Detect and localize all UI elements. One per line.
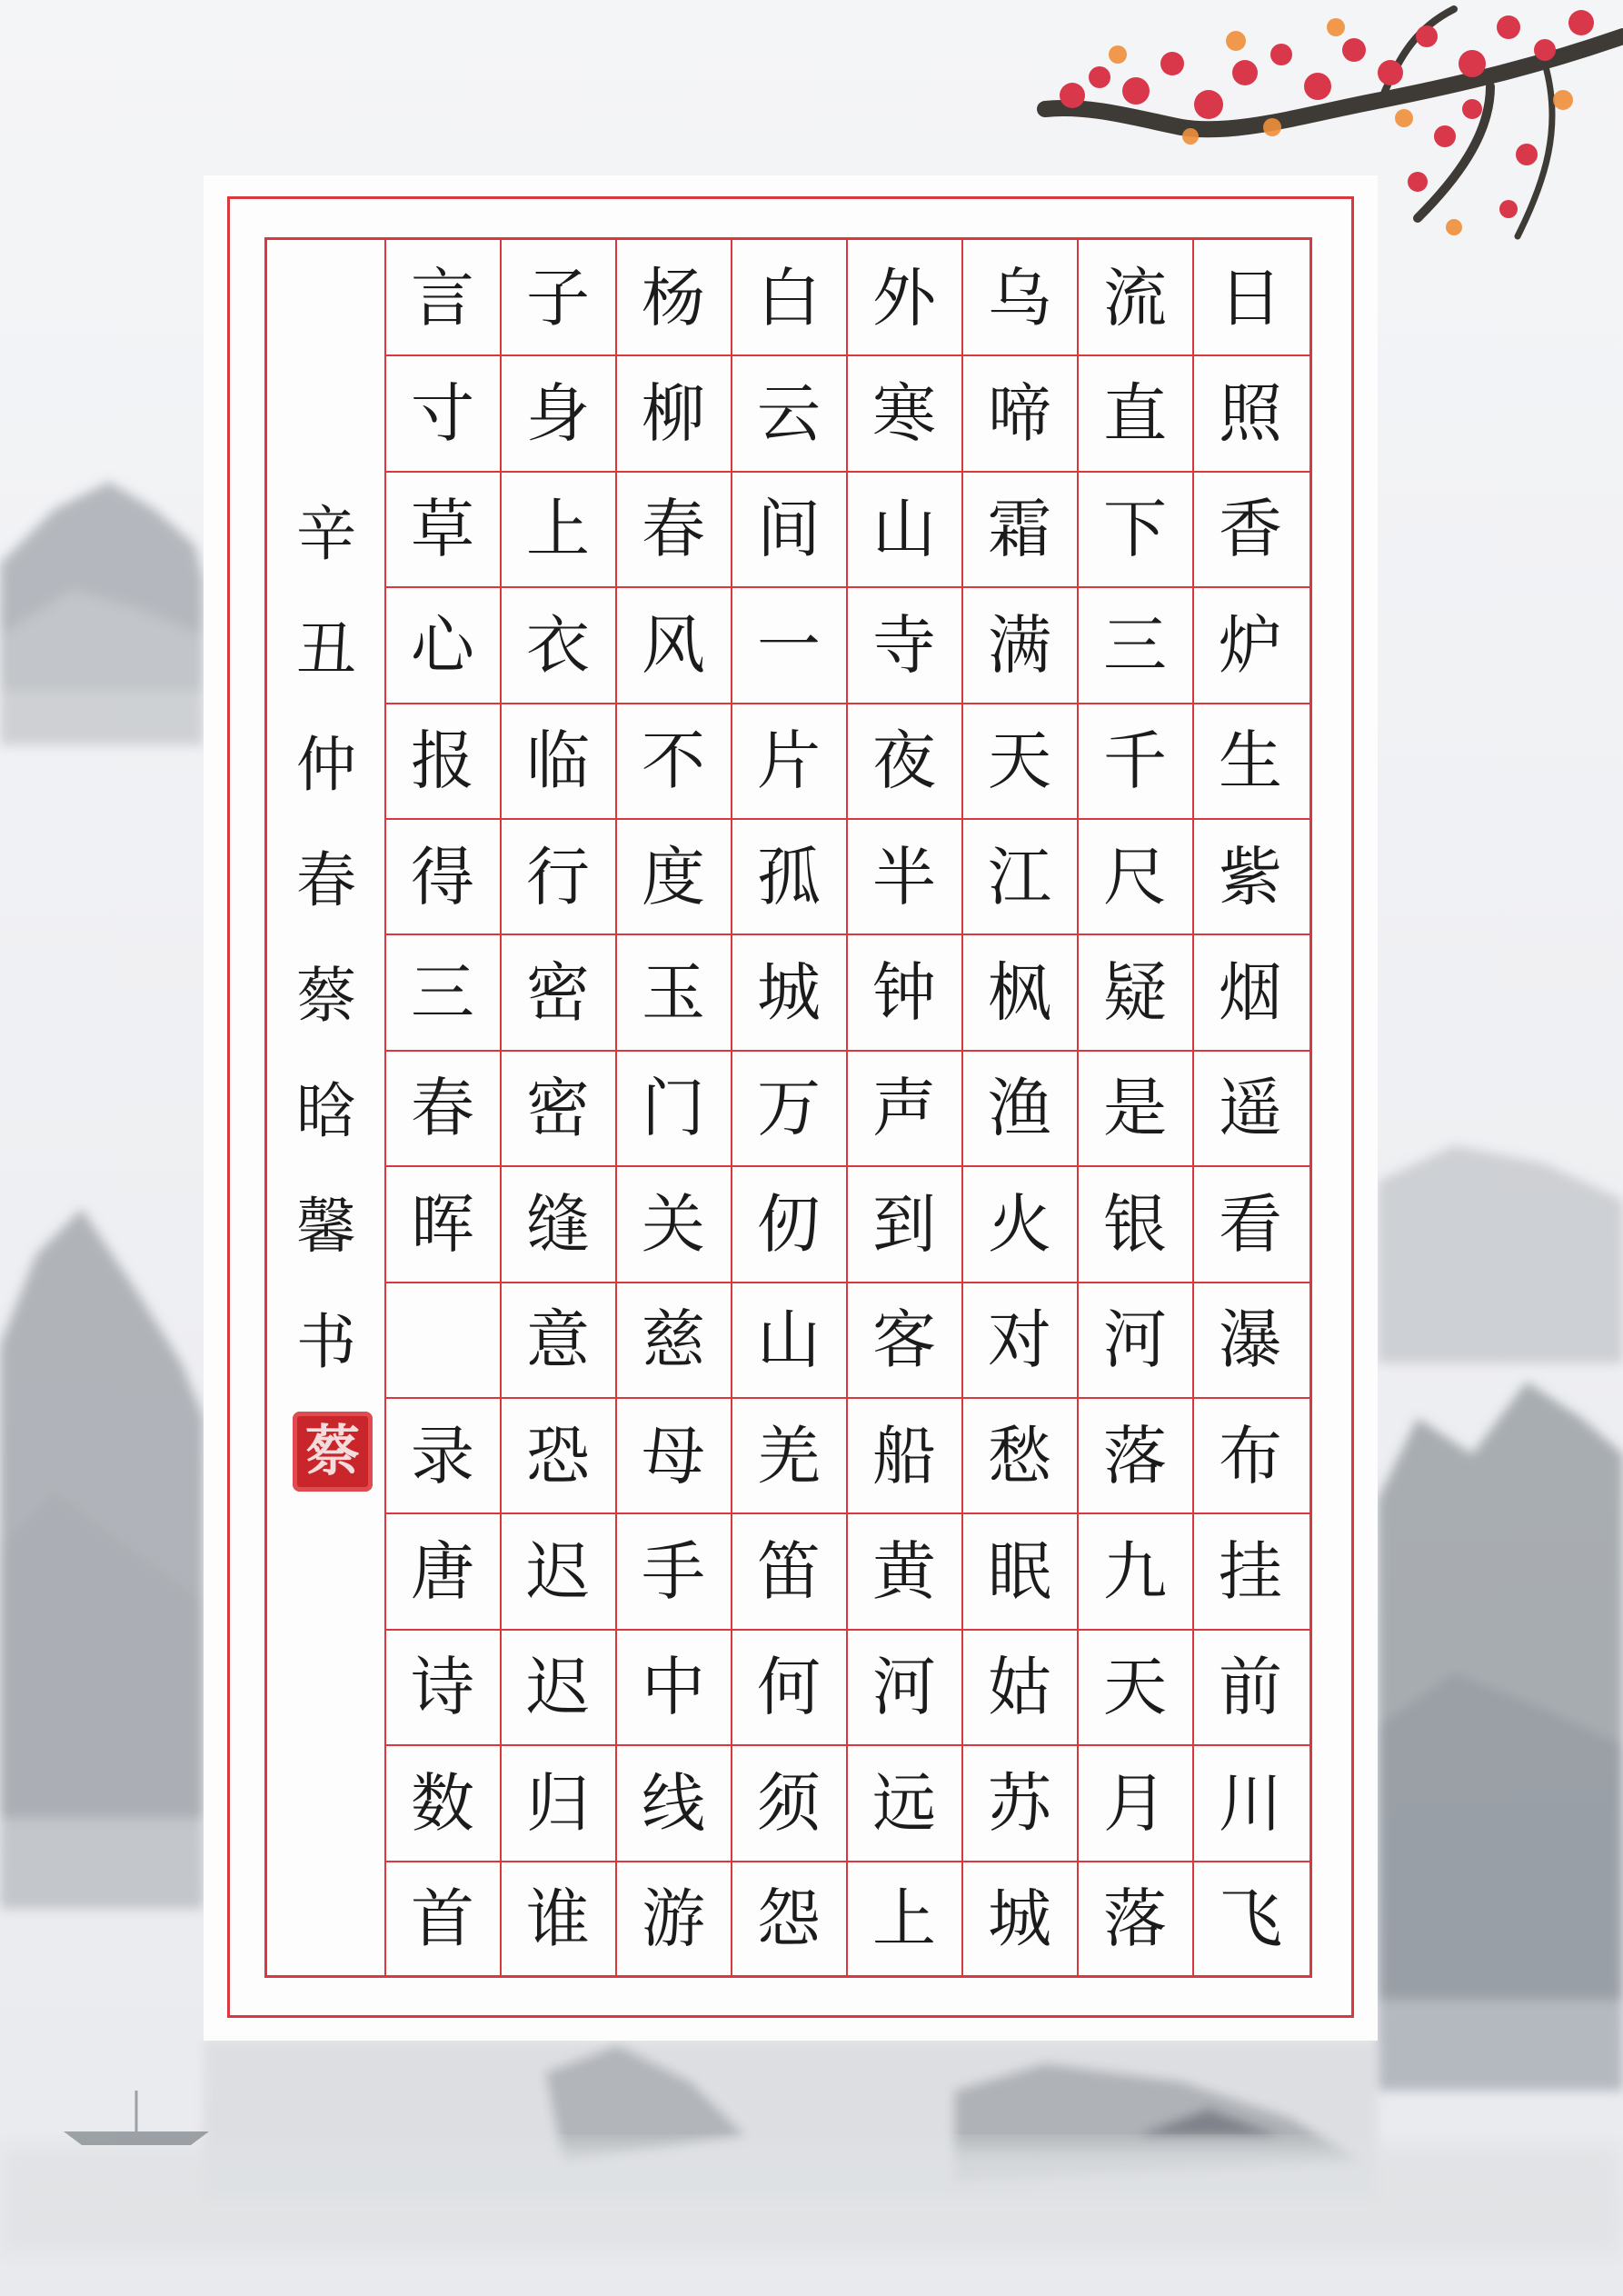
poem-character: 山: [872, 492, 936, 567]
poem-character: 烟: [1219, 954, 1282, 1030]
poem-character: 上: [872, 1882, 936, 1957]
poem-character: 河: [872, 1650, 936, 1725]
poem-character: 黄: [872, 1533, 936, 1609]
poem-character: 对: [988, 1303, 1051, 1378]
poem-character: 苏: [988, 1765, 1051, 1841]
poem-character: 万: [757, 1071, 821, 1146]
signature-character: 馨: [296, 1191, 356, 1262]
poem-character: 孤: [757, 839, 821, 914]
poem-character: 门: [642, 1071, 705, 1146]
bottom-water: [0, 2145, 1623, 2254]
poem-character: 羌: [757, 1418, 821, 1493]
poem-character: 一: [757, 607, 821, 683]
poem-character: 紫: [1219, 839, 1282, 914]
poem-character: 间: [757, 492, 821, 567]
poem-character: 城: [757, 954, 821, 1030]
poem-character: 母: [642, 1418, 705, 1493]
poem-character: 生: [1219, 724, 1282, 799]
poem-character: 河: [1103, 1303, 1167, 1378]
poem-character: 炉: [1219, 607, 1282, 683]
poem-character: 风: [642, 607, 705, 683]
poem-character: 三: [411, 954, 474, 1030]
poem-character: 眠: [988, 1533, 1051, 1609]
poem-character: 流: [1103, 260, 1167, 335]
poem-character: 半: [872, 839, 936, 914]
poem-character: 手: [642, 1533, 705, 1609]
poem-character: 笛: [757, 1533, 821, 1609]
red-seal-stamp: [293, 1412, 373, 1492]
poem-character: 前: [1219, 1650, 1282, 1725]
poem-character: 山: [757, 1303, 821, 1378]
poem-character: 满: [988, 607, 1051, 683]
poem-character: 得: [411, 839, 474, 914]
poem-character: 是: [1103, 1071, 1167, 1146]
poem-character: 客: [872, 1303, 936, 1378]
poem-character: 诗: [411, 1650, 474, 1725]
poem-character: 三: [1103, 607, 1167, 683]
poem-character: 瀑: [1219, 1303, 1282, 1378]
poem-character: 天: [1103, 1650, 1167, 1725]
poem-character: 线: [642, 1765, 705, 1841]
poem-character: 外: [872, 260, 936, 335]
poem-character: 恐: [526, 1418, 590, 1493]
poem-character: 行: [526, 839, 590, 914]
poem-character: 关: [642, 1186, 705, 1262]
poem-character: 到: [872, 1186, 936, 1262]
poem-character: 迟: [526, 1533, 590, 1609]
signature-character: 春: [296, 844, 356, 915]
poem-character: 远: [872, 1765, 936, 1841]
poem-character: 晖: [411, 1186, 474, 1262]
poem-character: 柳: [642, 375, 705, 451]
poem-character: 船: [872, 1418, 936, 1493]
poem-character: 遥: [1219, 1071, 1282, 1146]
signature-character: 晗: [296, 1075, 356, 1146]
poem-character: 缝: [526, 1186, 590, 1262]
poem-character: 银: [1103, 1186, 1167, 1262]
poem-character: 江: [988, 839, 1051, 914]
poem-character: 啼: [988, 375, 1051, 451]
poem-character: 夜: [872, 724, 936, 799]
poem-character: 慈: [642, 1303, 705, 1378]
poem-character: 密: [526, 1071, 590, 1146]
poem-character: 愁: [988, 1418, 1051, 1493]
poem-character: 直: [1103, 375, 1167, 451]
poem-character: 密: [526, 954, 590, 1030]
poem-character: 报: [411, 724, 474, 799]
poem-character: 临: [526, 724, 590, 799]
poem-character: 火: [988, 1186, 1051, 1262]
poem-character: 乌: [988, 260, 1051, 335]
signature-character: 仲: [296, 729, 356, 800]
poem-character: [384, 1283, 501, 1398]
seal-text: 蔡: [305, 1420, 360, 1483]
poem-character: 千: [1103, 724, 1167, 799]
poem-character: 唐: [411, 1533, 474, 1609]
poem-character: 枫: [988, 954, 1051, 1030]
poem-character: 谁: [526, 1882, 590, 1957]
poem-character: 玉: [642, 954, 705, 1030]
poem-character: 云: [757, 375, 821, 451]
poem-character: 草: [411, 492, 474, 567]
poem-character: 城: [988, 1882, 1051, 1957]
poem-character: 钟: [872, 954, 936, 1030]
poem-character: 归: [526, 1765, 590, 1841]
signature-character: 书: [296, 1306, 356, 1377]
poem-character: 上: [526, 492, 590, 567]
poem-character: 意: [526, 1303, 590, 1378]
poem-character: 心: [411, 607, 474, 683]
poem-character: 落: [1103, 1882, 1167, 1957]
poem-character: 数: [411, 1765, 474, 1841]
poem-character: 姑: [988, 1650, 1051, 1725]
poem-character: 看: [1219, 1186, 1282, 1262]
poem-character: 仞: [757, 1186, 821, 1262]
poem-character: 何: [757, 1650, 821, 1725]
poem-character: 春: [411, 1071, 474, 1146]
poem-character: 春: [642, 492, 705, 567]
poem-character: 照: [1219, 375, 1282, 451]
signature-character: 丑: [296, 614, 356, 684]
signature-character: 蔡: [296, 960, 356, 1031]
poem-character: 天: [988, 724, 1051, 799]
poem-character: 疑: [1103, 954, 1167, 1030]
poem-character: 中: [642, 1650, 705, 1725]
poem-character: 言: [411, 260, 474, 335]
poem-character: 尺: [1103, 839, 1167, 914]
poem-character: 游: [642, 1882, 705, 1957]
poem-character: 录: [411, 1418, 474, 1493]
poem-character: 杨: [642, 260, 705, 335]
poem-character: 首: [411, 1882, 474, 1957]
poem-character: 香: [1219, 492, 1282, 567]
right-mountains: [1378, 1145, 1623, 2091]
poem-character: 度: [642, 839, 705, 914]
poem-character: 须: [757, 1765, 821, 1841]
poem-character: 衣: [526, 607, 590, 683]
poem-character: 九: [1103, 1533, 1167, 1609]
signature-character: 辛: [296, 498, 356, 569]
poem-character: 月: [1103, 1765, 1167, 1841]
poem-character: 日: [1219, 260, 1282, 335]
poem-character: 霜: [988, 492, 1051, 567]
poem-character: 挂: [1219, 1533, 1282, 1609]
poem-character: 片: [757, 724, 821, 799]
poem-character: 声: [872, 1071, 936, 1146]
poem-character: 寒: [872, 375, 936, 451]
poem-character: 下: [1103, 492, 1167, 567]
poem-character: 迟: [526, 1650, 590, 1725]
poem-character: 不: [642, 724, 705, 799]
poem-character: 川: [1219, 1765, 1282, 1841]
poem-character: 子: [526, 260, 590, 335]
poem-character: 身: [526, 375, 590, 451]
poem-character: 渔: [988, 1071, 1051, 1146]
poem-character: 寸: [411, 375, 474, 451]
poem-character: 落: [1103, 1418, 1167, 1493]
poem-character: 怨: [757, 1882, 821, 1957]
poem-character: 白: [757, 260, 821, 335]
poem-character: 寺: [872, 607, 936, 683]
poem-character: 飞: [1219, 1882, 1282, 1957]
poem-character: 布: [1219, 1418, 1282, 1493]
